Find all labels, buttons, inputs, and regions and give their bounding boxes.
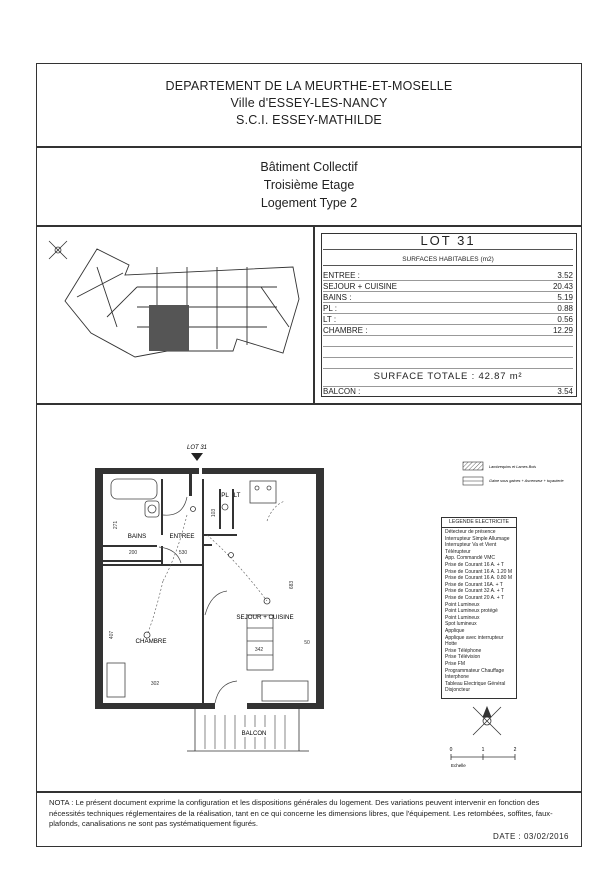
- building-block: [36, 147, 582, 226]
- legend-item: Interphone: [445, 674, 469, 681]
- surface-row-empty: [323, 348, 573, 358]
- room-lt: LT: [233, 492, 241, 499]
- surface-row: [323, 271, 573, 281]
- surface-row: [323, 293, 573, 303]
- room-balcon: BALCON: [241, 731, 267, 737]
- surface-row-empty: [323, 359, 573, 369]
- surface-value: 0.88: [557, 304, 573, 313]
- legend-item: Interrupteur Simple Allumage: [445, 535, 510, 542]
- dim-271: 271: [113, 520, 119, 530]
- legend-item: Prise Téléphone: [445, 647, 482, 654]
- legend-item: Applique: [445, 628, 465, 634]
- legend-item: Détecteur de présence: [445, 529, 496, 535]
- legend-item: Prise de Courant 16 A. + T: [445, 562, 504, 568]
- header-city: Ville d'ESSEY-LES-NANCY: [230, 96, 388, 110]
- legend-item: Tableau Electrique Général: [445, 680, 506, 687]
- scale-2: 2: [513, 747, 517, 753]
- surfaces-block: [314, 226, 582, 404]
- dim-103: 103: [211, 508, 217, 518]
- key-plan-drawing: [37, 227, 315, 405]
- dim-302: 302: [150, 681, 160, 687]
- footer-date: DATE : 03/02/2016: [493, 832, 569, 841]
- highlighted-lot: [149, 305, 189, 351]
- surface-label: SEJOUR + CUISINE: [323, 282, 398, 291]
- surface-label: LT :: [323, 315, 337, 324]
- dim-200: 200: [128, 550, 138, 556]
- surfaces-subtitle: SURFACES HABITABLES (m2): [402, 256, 494, 263]
- surface-value: 0.56: [557, 315, 573, 324]
- entry-arrow-icon: [191, 453, 203, 461]
- legend-item: App. Commandé VMC: [445, 555, 496, 562]
- header-company: S.C.I. ESSEY-MATHILDE: [236, 113, 382, 127]
- dim-407: 407: [109, 630, 115, 640]
- surface-value: 20.43: [552, 282, 573, 291]
- legend-item: Prise Télévision: [445, 654, 481, 661]
- surface-row-empty: [323, 337, 573, 347]
- room-pl: PL: [221, 492, 229, 499]
- legend-item: Programmateur Chauffage: [445, 667, 505, 674]
- room-bains: BAINS: [127, 533, 147, 540]
- lot-title: LOT 31: [420, 233, 476, 248]
- legend-title: LEGENDE ELECTRICITE: [442, 518, 516, 528]
- legend-item: Prise de Courant 32 A. + T: [445, 588, 504, 595]
- surface-value: 12.29: [552, 326, 573, 335]
- key-plan-block: [36, 226, 314, 404]
- legend-item: Prise de Courant 16 A. 0.80 M: [445, 575, 512, 582]
- surface-label: CHAMBRE :: [323, 326, 368, 335]
- balcony-label: BALCON :: [323, 387, 361, 396]
- building-type: Bâtiment Collectif: [260, 160, 358, 174]
- surface-value: 3.52: [557, 271, 573, 280]
- dim-50: 50: [304, 640, 310, 646]
- surface-row: [323, 282, 573, 292]
- footer-block: [36, 792, 582, 847]
- surface-row: [323, 315, 573, 325]
- building-unit-type: Logement Type 2: [260, 196, 358, 210]
- surface-row: [323, 304, 573, 314]
- footer-note: NOTA : Le présent document exprime la configuration et les dispositions générales du logement. Des variations peuvent intervenir en fonction des nécessités techniques réglementaires de la réalisation, tant en ce qui concerne les dimensions libres, que l'équipement. Les retombées, soffites, faux-plafonds, canalisations ne sont pas systématiquement figurés.: [49, 798, 553, 828]
- compass-icon: [49, 241, 67, 259]
- surface-label: ENTREE :: [323, 271, 360, 280]
- scale-1: 1: [481, 747, 485, 753]
- surface-label: BAINS :: [323, 293, 352, 302]
- legend-item: Applique avec interrupteur: [445, 634, 504, 641]
- electrical-legend: [441, 517, 517, 699]
- legend-item: Point Lumineux: [445, 614, 480, 621]
- plan-block: [36, 404, 582, 792]
- dim-342: 342: [254, 647, 264, 653]
- surface-row: [323, 326, 573, 336]
- legend-item: Interrupteur Va et Vient: [445, 542, 497, 549]
- scale-0: 0: [449, 747, 453, 753]
- legend-item: Spot lumineux: [445, 621, 477, 628]
- legend-item: Point Lumineux: [445, 601, 480, 608]
- surface-total: SURFACE TOTALE : 42.87 m²: [373, 371, 523, 382]
- header-block: [36, 63, 582, 147]
- legend-item: Prise de Courant 16 A. 1.20 M: [445, 568, 512, 575]
- balcony-row: [323, 386, 573, 396]
- header-department: DEPARTEMENT DE LA MEURTHE-ET-MOSELLE: [165, 79, 453, 93]
- room-sejour: SEJOUR + CUISINE: [236, 614, 294, 621]
- surface-label: PL :: [323, 304, 337, 313]
- hatch-legend-1: Lambrequins et Lames Bois: [489, 465, 537, 469]
- legend-item: Prise de Courant 16A. + T: [445, 581, 503, 588]
- legend-item: Prise FM: [445, 661, 465, 667]
- room-entree: ENTREE: [169, 533, 195, 540]
- building-floor: Troisième Etage: [263, 178, 355, 192]
- room-chambre: CHAMBRE: [135, 638, 167, 645]
- legend-item: Télérupteur: [445, 548, 471, 555]
- hatch-legend-2: Gaine sous gaines + Ascenseur + tuyauterie: [489, 479, 564, 483]
- scale-label: Echelle: [451, 763, 466, 768]
- balcony-value: 3.54: [557, 387, 573, 396]
- plan-lot-label: LOT 31: [186, 445, 208, 451]
- legend-item: Hotte: [445, 641, 457, 648]
- dim-530: 530: [178, 550, 188, 556]
- legend-item: Disjoncteur: [445, 687, 471, 694]
- dim-683: 683: [289, 580, 295, 590]
- surface-value: 5.19: [557, 293, 573, 302]
- legend-item: Point Lumineux protégé: [445, 608, 498, 615]
- north-arrow-icon: [473, 707, 501, 735]
- legend-item: Prise de Courant 20 A. + T: [445, 595, 504, 601]
